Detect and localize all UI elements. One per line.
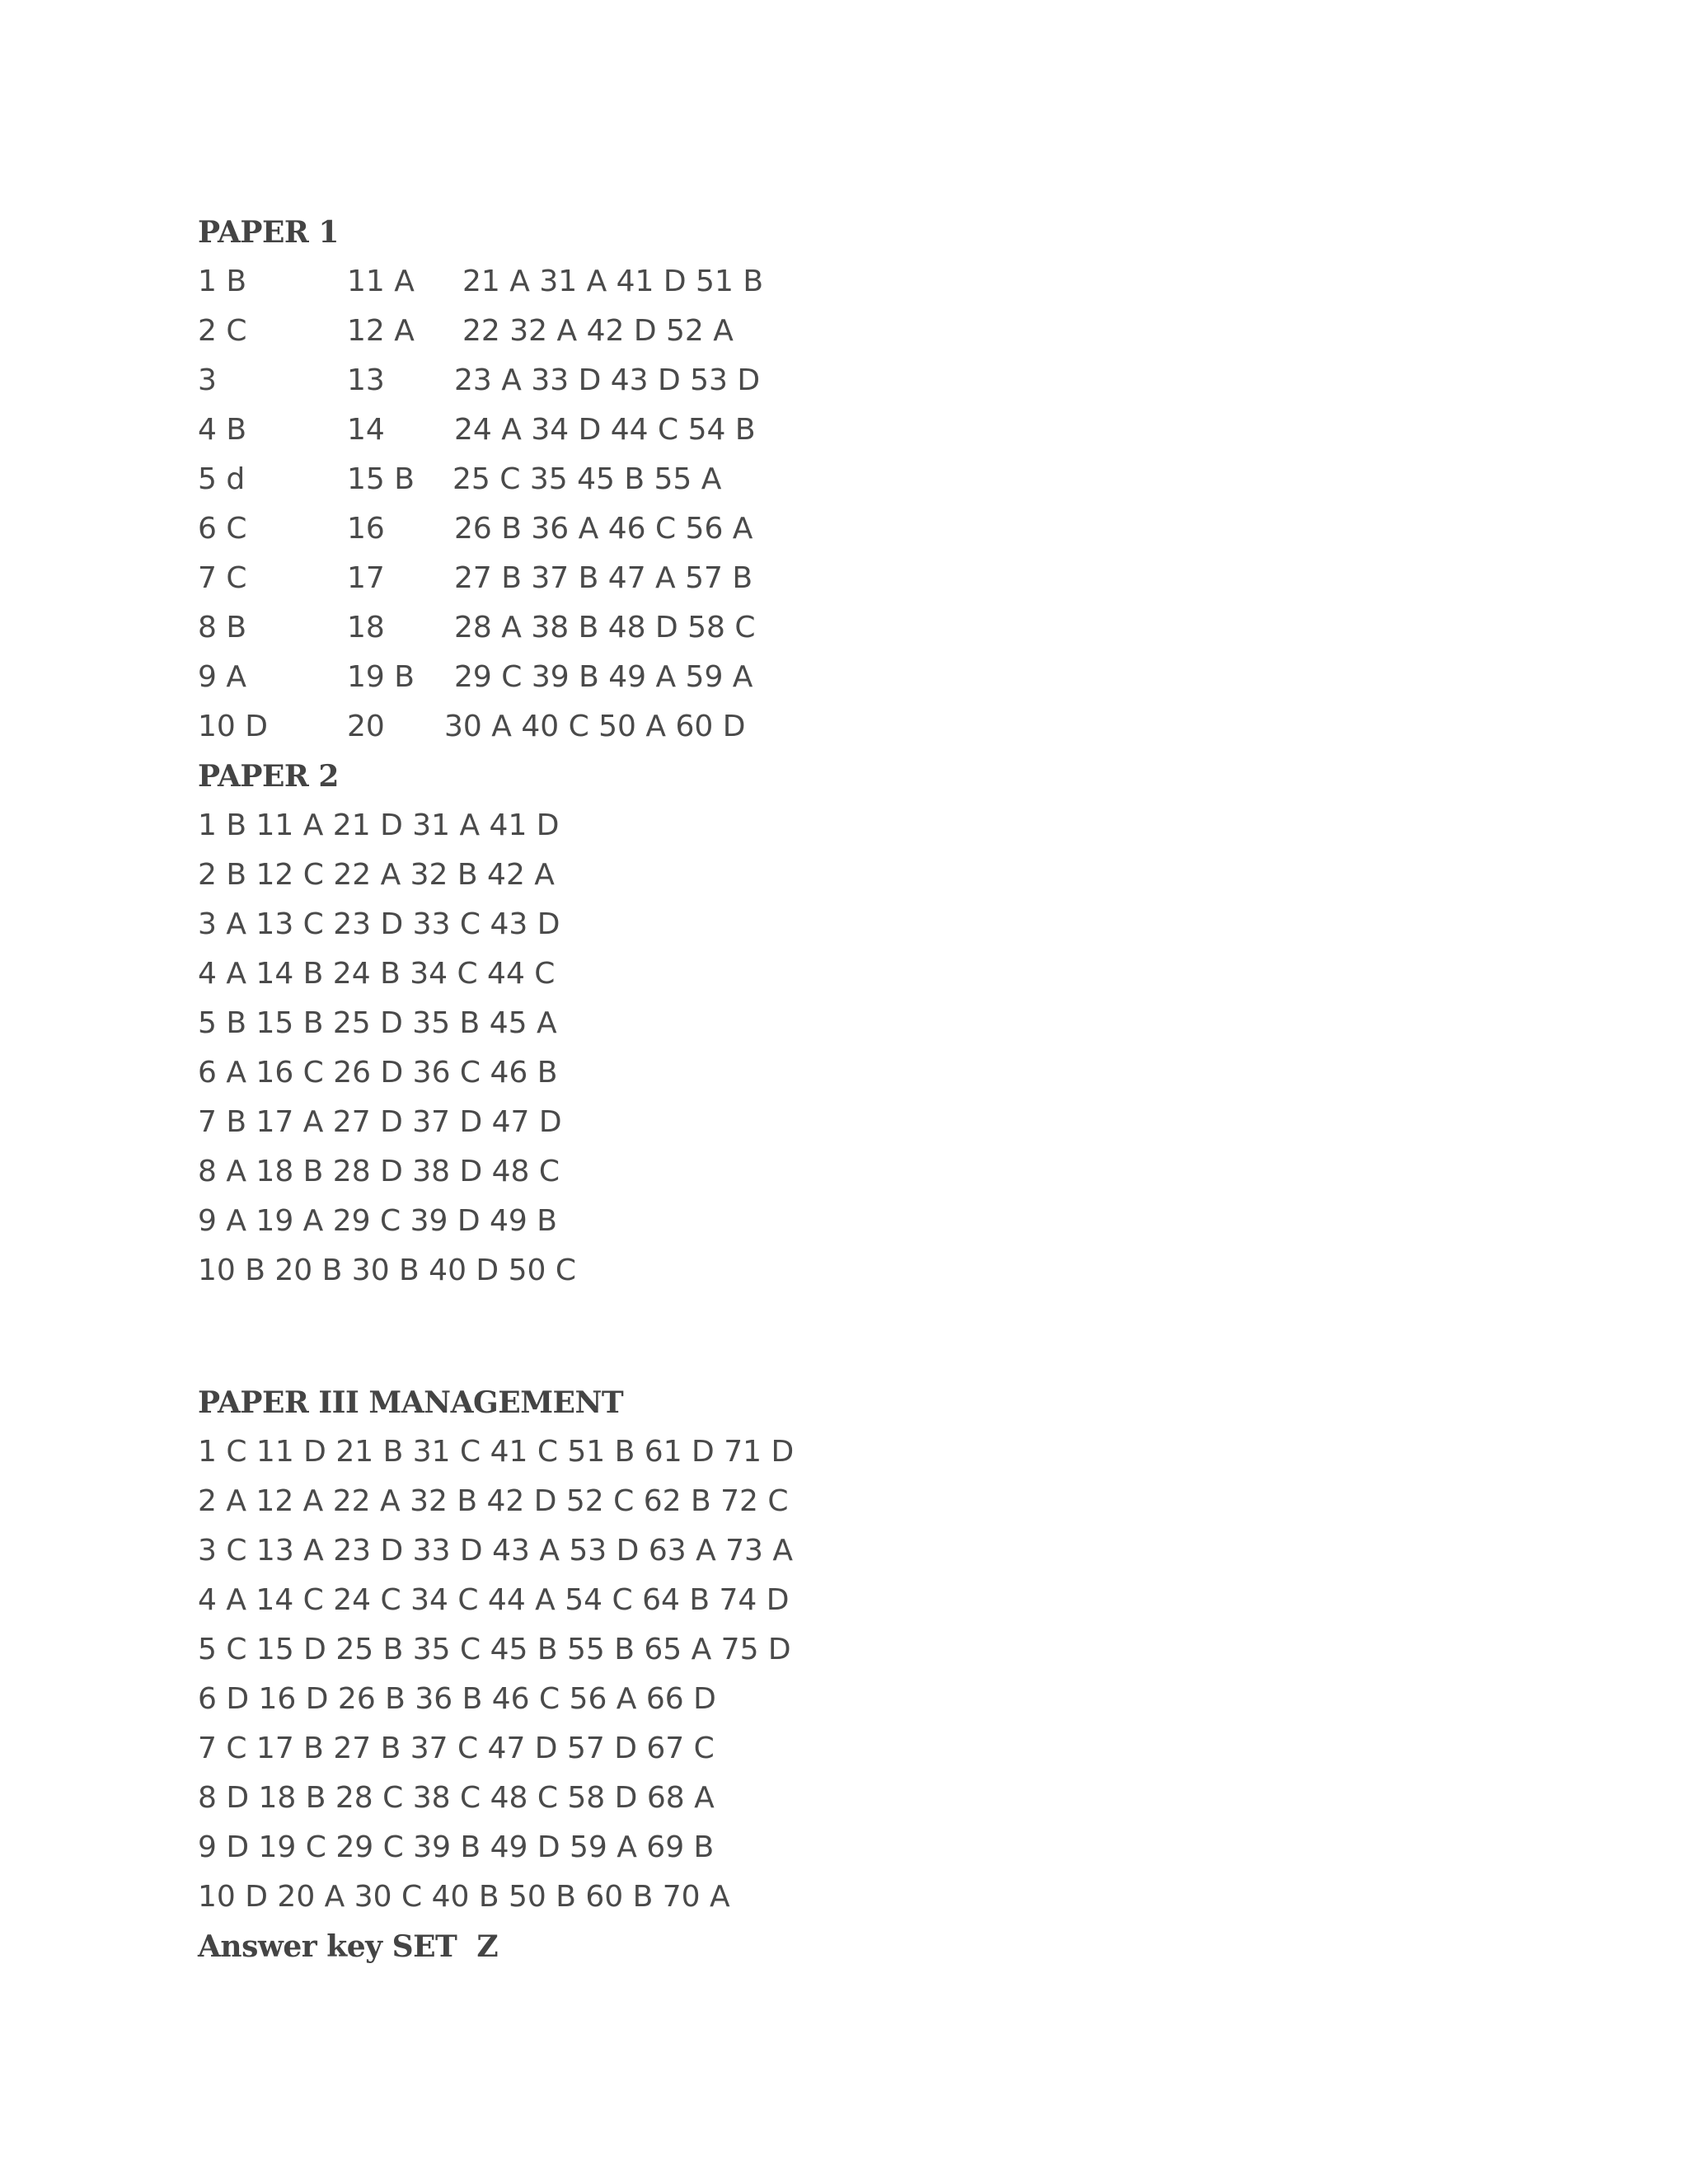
answer-row: 3 A 13 C 23 D 33 C 43 D	[198, 907, 560, 941]
answer-row: 7 B 17 A 27 D 37 D 47 D	[198, 1105, 562, 1139]
paper-3-answers	[198, 1427, 1599, 1922]
answer-row	[198, 603, 1599, 653]
answer-cell: 7 C	[198, 561, 247, 595]
answer-row	[198, 257, 1599, 307]
answer-cell: 18	[347, 611, 385, 644]
answer-cell: 30 A 40 C 50 A 60 D	[444, 710, 746, 743]
answer-key-set-label: Answer key SET Z	[198, 1929, 499, 1964]
answer-row: 7 C 17 B 27 B 37 C 47 D 57 D 67 C	[198, 1732, 715, 1765]
answer-cell: 15 B	[347, 462, 415, 496]
answer-row: 5 B 15 B 25 D 35 B 45 A	[198, 1006, 557, 1040]
answer-cell: 23 A 33 D 43 D 53 D	[454, 363, 761, 397]
answer-row	[198, 307, 1599, 356]
answer-row	[198, 653, 1599, 702]
answer-cell: 12 A	[347, 314, 415, 348]
answer-cell: 8 B	[198, 611, 247, 644]
answer-row: 5 C 15 D 25 B 35 C 45 B 55 B 65 A 75 D	[198, 1633, 791, 1666]
answer-cell: 22 32 A 42 D 52 A	[462, 314, 734, 348]
answer-cell: 16	[347, 512, 385, 546]
answer-cell: 14	[347, 413, 385, 447]
answer-row: 2 A 12 A 22 A 32 B 42 D 52 C 62 B 72 C	[198, 1484, 789, 1518]
paper-1-heading: PAPER 1	[198, 215, 339, 250]
answer-row	[198, 554, 1599, 603]
answer-cell: 9 A	[198, 660, 246, 694]
section-spacer	[198, 1296, 1599, 1378]
paper-2-heading: PAPER 2	[198, 759, 339, 794]
answer-cell: 6 C	[198, 512, 247, 546]
answer-cell: 26 B 36 A 46 C 56 A	[454, 512, 753, 546]
paper-2-answers	[198, 801, 1599, 1296]
answer-row: 8 A 18 B 28 D 38 D 48 C	[198, 1155, 560, 1188]
answer-cell: 20	[347, 710, 385, 743]
answer-cell: 2 C	[198, 314, 247, 348]
answer-cell: 24 A 34 D 44 C 54 B	[454, 413, 756, 447]
answer-row: 8 D 18 B 28 C 38 C 48 C 58 D 68 A	[198, 1781, 715, 1815]
answer-row: 10 B 20 B 30 B 40 D 50 C	[198, 1254, 576, 1287]
answer-cell: 29 C 39 B 49 A 59 A	[454, 660, 753, 694]
answer-cell: 11 A	[347, 265, 415, 298]
answer-row	[198, 455, 1599, 504]
paper-3-heading: PAPER III MANAGEMENT	[198, 1385, 624, 1420]
answer-row	[198, 356, 1599, 405]
answer-cell: 27 B 37 B 47 A 57 B	[454, 561, 753, 595]
answer-cell: 28 A 38 B 48 D 58 C	[454, 611, 756, 644]
answer-row: 3 C 13 A 23 D 33 D 43 A 53 D 63 A 73 A	[198, 1534, 794, 1568]
answer-row: 6 D 16 D 26 B 36 B 46 C 56 A 66 D	[198, 1682, 716, 1716]
answer-cell: 4 B	[198, 413, 247, 447]
answer-cell: 17	[347, 561, 385, 595]
paper-1-answers	[198, 257, 1599, 752]
document-page	[198, 208, 1599, 1971]
answer-cell: 25 C 35 45 B 55 A	[452, 462, 722, 496]
answer-cell: 10 D	[198, 710, 268, 743]
answer-cell: 1 B	[198, 265, 247, 298]
answer-row: 6 A 16 C 26 D 36 C 46 B	[198, 1056, 558, 1090]
answer-row: 2 B 12 C 22 A 32 B 42 A	[198, 858, 555, 892]
answer-cell: 19 B	[347, 660, 415, 694]
answer-row	[198, 405, 1599, 455]
answer-row: 10 D 20 A 30 C 40 B 50 B 60 B 70 A	[198, 1880, 730, 1914]
answer-cell: 21 A 31 A 41 D 51 B	[462, 265, 764, 298]
answer-row	[198, 702, 1599, 752]
answer-row: 1 B 11 A 21 D 31 A 41 D	[198, 808, 560, 842]
answer-row	[198, 504, 1599, 554]
answer-cell: 3	[198, 363, 217, 397]
answer-row: 9 D 19 C 29 C 39 B 49 D 59 A 69 B	[198, 1830, 715, 1864]
answer-row: 4 A 14 B 24 B 34 C 44 C	[198, 957, 556, 991]
answer-row: 9 A 19 A 29 C 39 D 49 B	[198, 1204, 557, 1238]
answer-row: 1 C 11 D 21 B 31 C 41 C 51 B 61 D 71 D	[198, 1435, 795, 1469]
answer-row: 4 A 14 C 24 C 34 C 44 A 54 C 64 B 74 D	[198, 1583, 790, 1617]
answer-cell: 13	[347, 363, 385, 397]
answer-cell: 5 d	[198, 462, 246, 496]
